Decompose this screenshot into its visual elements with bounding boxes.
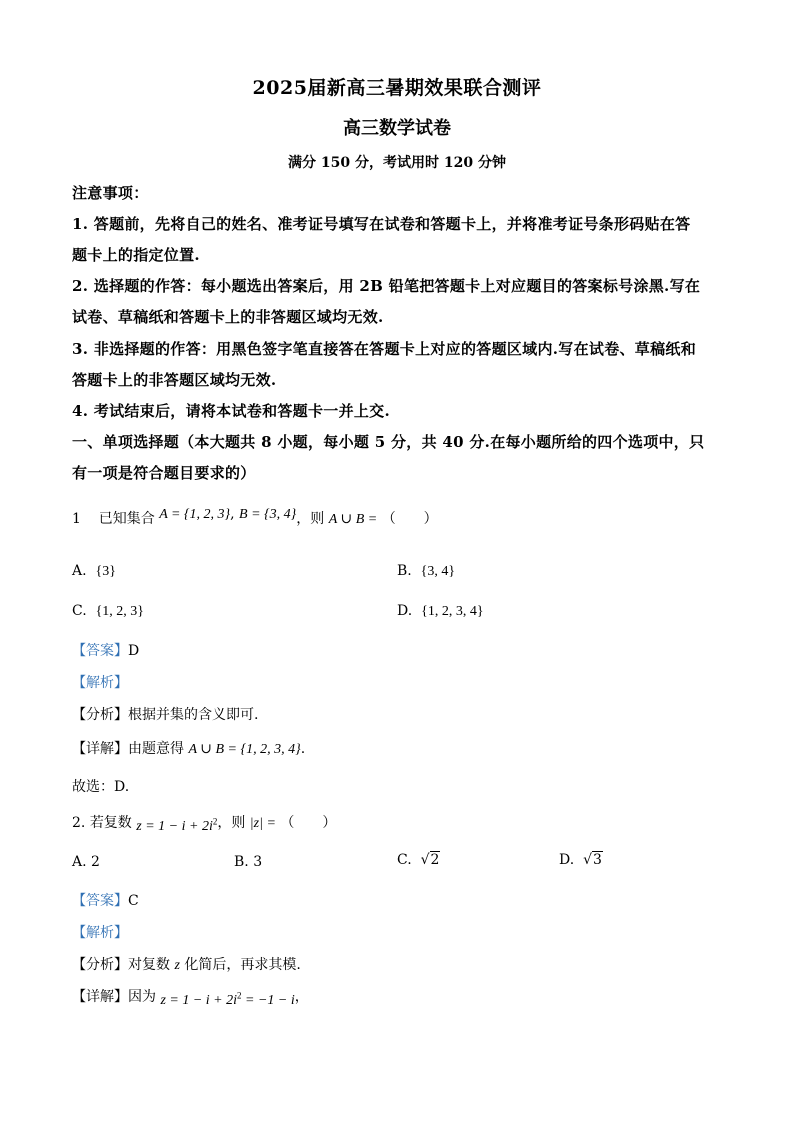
- q2-expr-text: z = 1 − i + 2i: [136, 819, 213, 834]
- q2-option-b[interactable]: B. 3: [234, 854, 263, 870]
- q2-fenxi-pre: 对复数: [128, 957, 170, 973]
- q2-expr: [136, 816, 218, 834]
- q1-option-a-label: A.: [72, 563, 87, 579]
- q2-fenxi: [72, 954, 301, 974]
- q1-mid: ，则: [296, 511, 325, 527]
- q2-answer-tag: 【答案】: [72, 893, 128, 909]
- q1-answer-value: D: [128, 643, 140, 659]
- q1-detail-prefix: 由题意得: [128, 741, 184, 757]
- exam-subtitle: 高三数学试卷: [343, 118, 451, 139]
- q2-abs: |z| =: [249, 816, 276, 831]
- note-2-line-1: 2. 选择题的作答：每小题选出答案后，用 2B 铅笔把答题卡上对应题目的答案标号涂黑.写在: [72, 277, 701, 295]
- q2-option-c-label: C.: [397, 852, 412, 868]
- score-info: 满分 150 分，考试用时 120 分钟: [288, 155, 506, 171]
- notes-heading: 注意事项：: [72, 184, 149, 202]
- q2-detail-expr-2: = −1 − i: [241, 993, 295, 1008]
- q1-option-d-value: {1, 2, 3, 4}: [421, 604, 484, 619]
- q1-option-b-value: {3, 4}: [420, 564, 456, 579]
- q1-number: 1: [72, 511, 81, 527]
- q1-option-c[interactable]: [72, 603, 144, 620]
- note-3-line-1: 3. 非选择题的作答：用黑色签字笔直接答在答题卡上对应的答题区域内.写在试卷、草稿纸和: [72, 340, 697, 358]
- q1-option-b[interactable]: [397, 563, 455, 580]
- sqrt-icon: √2: [420, 852, 440, 868]
- q2-detail-expr: [160, 990, 295, 1008]
- q2-detail: [72, 986, 309, 1006]
- q1-option-a[interactable]: [72, 563, 116, 580]
- q1-prefix: 已知集合: [98, 511, 155, 527]
- note-1-line-1: 1. 答题前，先将自己的姓名、准考证号填写在试卷和答题卡上，并将准考证号条形码贴在答: [72, 215, 691, 233]
- q2-answer: [72, 890, 139, 910]
- q2-option-d-radicand: 3: [593, 852, 602, 868]
- q1-option-a-value: {3}: [95, 564, 116, 579]
- q1-expr: A ∪ B =: [328, 512, 378, 527]
- note-3-line-2: 答题卡上的非答题区域均无效.: [72, 371, 277, 389]
- note-1-line-2: 题卡上的指定位置.: [72, 246, 200, 264]
- q1-detail-expr: A ∪ B = {1, 2, 3, 4}: [188, 742, 301, 757]
- q1-paren: （ ）: [381, 511, 438, 527]
- q1-fenxi-text: 根据并集的含义即可.: [128, 707, 259, 723]
- q2-option-a[interactable]: A. 2: [72, 854, 100, 870]
- q2-detail-tag: 【详解】: [72, 989, 128, 1005]
- q1-stem: 1 已知集合 A = {1, 2, 3}, B = {3, 4}，则 A ∪ B = （ ）: [72, 506, 438, 527]
- q2-fenxi-var: z: [174, 958, 180, 973]
- q2-mid: ，则: [217, 815, 246, 831]
- q2-detail-sup: 2: [237, 990, 242, 1001]
- q2-option-c-radicand: 2: [430, 852, 440, 868]
- q2-fenxi-post: 化简后，再求其模.: [184, 957, 301, 973]
- q2-option-d-label: D.: [559, 852, 575, 868]
- q1-detail-end: .: [300, 741, 306, 757]
- q1-analysis-tag: 【解析】: [72, 675, 128, 691]
- note-2-line-2: 试卷、草稿纸和答题卡上的非答题区域均无效.: [72, 308, 384, 326]
- sqrt-icon: √3: [583, 852, 602, 868]
- q1-set-a: A = {1, 2, 3}: [159, 507, 231, 522]
- q2-paren: （ ）: [280, 815, 337, 831]
- q1-detail: [72, 738, 305, 758]
- q1-conclusion: 故选：D.: [72, 779, 130, 795]
- q2-fenxi-tag: 【分析】: [72, 957, 128, 973]
- q2-expr-sup: 2: [212, 816, 218, 827]
- q1-set-b: B = {3, 4}: [239, 507, 297, 522]
- q1-detail-tag: 【详解】: [72, 741, 128, 757]
- q2-detail-end: ，: [294, 989, 309, 1005]
- q2-prefix: 若复数: [89, 815, 132, 831]
- q2-answer-value: C: [128, 893, 139, 909]
- exam-title: 2025届新高三暑期效果联合测评: [252, 77, 542, 99]
- q1-option-c-label: C.: [72, 603, 87, 619]
- section-1-line-2: 有一项是符合题目要求的）: [72, 464, 256, 482]
- q2-analysis-tag: 【解析】: [72, 925, 128, 941]
- q1-fenxi: [72, 704, 258, 724]
- q1-answer-tag: 【答案】: [72, 643, 128, 659]
- section-1-line-1: 一、单项选择题（本大题共 8 小题，每小题 5 分，共 40 分.在每小题所给的四个选项中，只: [72, 433, 705, 451]
- q1-answer: [72, 640, 139, 660]
- q1-fenxi-tag: 【分析】: [72, 707, 128, 723]
- q1-option-b-label: B.: [397, 563, 412, 579]
- note-4: 4. 考试结束后，请将本试卷和答题卡一并上交.: [72, 402, 391, 420]
- q2-detail-expr-1: z = 1 − i + 2i: [160, 993, 238, 1008]
- q2-stem: [72, 812, 336, 832]
- q1-option-d[interactable]: [397, 603, 484, 620]
- q1-option-d-label: D.: [397, 603, 413, 619]
- q2-number: 2.: [72, 815, 86, 831]
- q2-option-c[interactable]: [397, 852, 440, 868]
- q2-detail-prefix: 因为: [128, 989, 156, 1005]
- q2-option-d[interactable]: [559, 852, 603, 868]
- q1-option-c-value: {1, 2, 3}: [95, 604, 145, 619]
